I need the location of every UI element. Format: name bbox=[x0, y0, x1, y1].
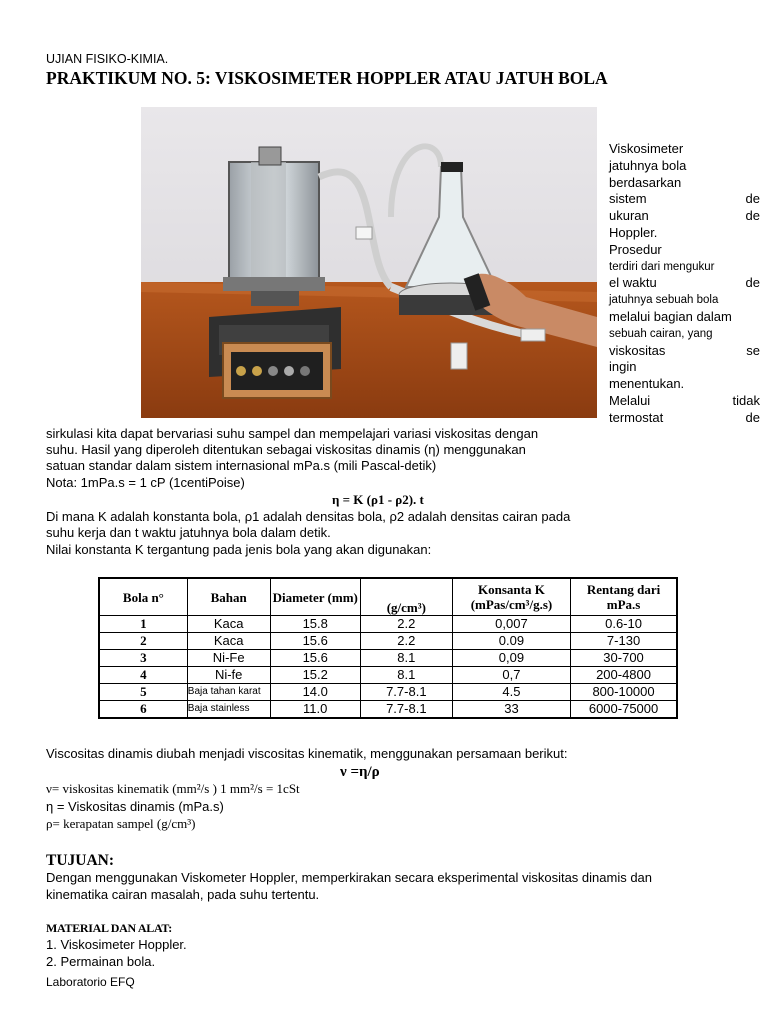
table-cell: 2.2 bbox=[360, 616, 452, 633]
side-text-left: Melalui bbox=[609, 392, 651, 408]
intro-line-2: suhu. Hasil yang diperoleh ditentukan sebagai viskositas dinamis (η) menggunakan bbox=[46, 442, 526, 457]
tujuan-line-2: kinematika cairan masalah, pada suhu tertentu. bbox=[46, 887, 320, 902]
table-cell: 5 bbox=[99, 684, 187, 701]
kinematic-formula: ν =η/ρ bbox=[340, 764, 380, 780]
table-cell: 4.5 bbox=[452, 684, 570, 701]
side-text-right: de bbox=[745, 275, 760, 291]
material-item-2: 2. Permainan bola. bbox=[46, 954, 156, 969]
side-text-left: terdiri dari mengukur bbox=[609, 260, 715, 273]
table-cell: 1 bbox=[99, 616, 187, 633]
side-text-line bbox=[609, 141, 760, 158]
nota-line: Nota: 1mPa.s = 1 cP (1centiPoise) bbox=[46, 475, 245, 490]
side-text-line bbox=[609, 359, 760, 376]
viscosity-formula: η = K (ρ1 - ρ2). t bbox=[332, 492, 424, 507]
table-cell: 15.6 bbox=[270, 633, 360, 650]
table-cell: 0,007 bbox=[452, 616, 570, 633]
material-heading: MATERIAL DAN ALAT: bbox=[46, 921, 172, 935]
footer-lab: Laboratorio EFQ bbox=[46, 975, 135, 989]
table-cell: 7.7-8.1 bbox=[360, 701, 452, 719]
side-description bbox=[609, 141, 760, 427]
side-text-line bbox=[609, 208, 760, 225]
table-cell: 2 bbox=[99, 633, 187, 650]
side-text-right: tidak bbox=[732, 392, 760, 408]
table-cell: 14.0 bbox=[270, 684, 360, 701]
side-text-left: viskositas bbox=[609, 342, 666, 358]
viscometer-photo bbox=[141, 107, 597, 418]
side-text-line bbox=[609, 410, 760, 427]
side-text-line bbox=[609, 242, 760, 259]
side-text-left: termostat bbox=[609, 409, 664, 425]
table-header-row bbox=[99, 578, 677, 616]
side-text-left: melalui bagian dalam bbox=[609, 308, 732, 324]
side-text-line bbox=[609, 309, 760, 326]
side-text-line bbox=[609, 191, 760, 208]
table-cell: 6 bbox=[99, 701, 187, 719]
table-cell: 6000-75000 bbox=[571, 701, 677, 719]
side-text-left: Prosedur bbox=[609, 241, 662, 257]
table-cell: 4 bbox=[99, 667, 187, 684]
table-cell: 7.7-8.1 bbox=[360, 684, 452, 701]
side-text-right: se bbox=[746, 342, 760, 358]
table-row bbox=[99, 701, 677, 719]
side-text-line bbox=[609, 175, 760, 192]
table-cell: 0,09 bbox=[452, 650, 570, 667]
tujuan-line-1: Dengan menggunakan Viskometer Hoppler, memperkirakan secara eksperimental viskositas dinamis dan bbox=[46, 870, 653, 885]
col-header-density: (g/cm³) bbox=[360, 578, 452, 616]
table-cell: 0,7 bbox=[452, 667, 570, 684]
table-cell: Baja tahan karat bbox=[187, 684, 270, 701]
intro-line-6: suhu kerja dan t waktu jatuhnya bola dalam detik. bbox=[46, 525, 331, 540]
intro-line-3: satuan standar dalam sistem internasional mPa.s (mili Pascal-detik) bbox=[46, 458, 437, 473]
table-cell: Baja stainless bbox=[187, 701, 270, 719]
side-text-left: jatuhnya sebuah bola bbox=[609, 294, 719, 307]
table-cell: 33 bbox=[452, 701, 570, 719]
side-text-line bbox=[609, 376, 760, 393]
table-cell: 15.6 bbox=[270, 650, 360, 667]
table-row bbox=[99, 667, 677, 684]
side-text-left: Viskosimeter bbox=[609, 141, 684, 156]
table-cell: Kaca bbox=[187, 616, 270, 633]
table-cell: 11.0 bbox=[270, 701, 360, 719]
side-text-line bbox=[609, 292, 760, 309]
col-header-konstanta: Konsanta K (mPas/cm³/g.s) bbox=[452, 578, 570, 616]
side-text-line bbox=[609, 259, 760, 276]
side-text-left: Hoppler. bbox=[609, 224, 658, 240]
kinematic-def-rho: ρ= kerapatan sampel (g/cm³) bbox=[46, 816, 196, 831]
col-header-rentang: Rentang dari mPa.s bbox=[571, 578, 677, 616]
table-cell: 7-130 bbox=[571, 633, 677, 650]
side-text-right: de bbox=[745, 409, 760, 425]
side-text-right: de bbox=[745, 191, 760, 207]
kinematic-def-eta: η = Viskositas dinamis (mPa.s) bbox=[46, 799, 224, 814]
table-cell: 15.8 bbox=[270, 616, 360, 633]
table-row bbox=[99, 684, 677, 701]
intro-line-1: sirkulasi kita dapat bervariasi suhu sampel dan mempelajari variasi viskositas dengan bbox=[46, 426, 539, 441]
side-text-left: menentukan. bbox=[609, 376, 685, 392]
table-row bbox=[99, 616, 677, 633]
table-cell: Kaca bbox=[187, 633, 270, 650]
side-text-left: sistem bbox=[609, 191, 647, 207]
kinematic-def-nu: ν= viskositas kinematik (mm²/s ) 1 mm²/s = 1cSt bbox=[46, 781, 300, 796]
table-cell: 800-10000 bbox=[571, 684, 677, 701]
ball-constant-table bbox=[98, 577, 678, 719]
side-text-left: ukuran bbox=[609, 208, 649, 224]
side-text-left: berdasarkan bbox=[609, 174, 682, 190]
table-cell: 0.09 bbox=[452, 633, 570, 650]
table-row bbox=[99, 650, 677, 667]
material-item-1: 1. Viskosimeter Hoppler. bbox=[46, 937, 187, 952]
kinematic-intro: Viscositas dinamis diubah menjadi viscositas kinematik, menggunakan persamaan berikut: bbox=[46, 746, 568, 761]
table-cell: Ni-Fe bbox=[187, 650, 270, 667]
col-header-bola: Bola n° bbox=[99, 578, 187, 616]
side-text-right: de bbox=[745, 208, 760, 224]
intro-line-7: Nilai konstanta K tergantung pada jenis bola yang akan digunakan: bbox=[46, 542, 432, 557]
side-text-line bbox=[609, 343, 760, 360]
side-text-line bbox=[609, 275, 760, 292]
col-header-diameter: Diameter (mm) bbox=[270, 578, 360, 616]
side-text-left: sebuah cairan, yang bbox=[609, 327, 713, 340]
side-text-line bbox=[609, 326, 760, 343]
col-header-bahan: Bahan bbox=[187, 578, 270, 616]
page-title: PRAKTIKUM NO. 5: VISKOSIMETER HOPPLER ATAU JATUH BOLA bbox=[46, 68, 608, 88]
table-cell: Ni-fe bbox=[187, 667, 270, 684]
table-cell: 3 bbox=[99, 650, 187, 667]
table-cell: 15.2 bbox=[270, 667, 360, 684]
table-cell: 200-4800 bbox=[571, 667, 677, 684]
table-row bbox=[99, 633, 677, 650]
table-cell: 8.1 bbox=[360, 667, 452, 684]
side-text-left: jatuhnya bola bbox=[609, 157, 687, 173]
side-text-left: el waktu bbox=[609, 275, 657, 291]
table-cell: 2.2 bbox=[360, 633, 452, 650]
intro-line-5: Di mana K adalah konstanta bola, ρ1 adalah densitas bola, ρ2 adalah densitas cairan pada bbox=[46, 509, 571, 524]
tujuan-heading: TUJUAN: bbox=[46, 852, 115, 869]
exam-subject: UJIAN FISIKO-KIMIA. bbox=[46, 52, 169, 66]
side-text-line bbox=[609, 225, 760, 242]
side-text-line bbox=[609, 158, 760, 175]
table-cell: 30-700 bbox=[571, 650, 677, 667]
table-cell: 8.1 bbox=[360, 650, 452, 667]
side-text-line bbox=[609, 393, 760, 410]
side-text-left: ingin bbox=[609, 359, 637, 375]
table-cell: 0.6-10 bbox=[571, 616, 677, 633]
